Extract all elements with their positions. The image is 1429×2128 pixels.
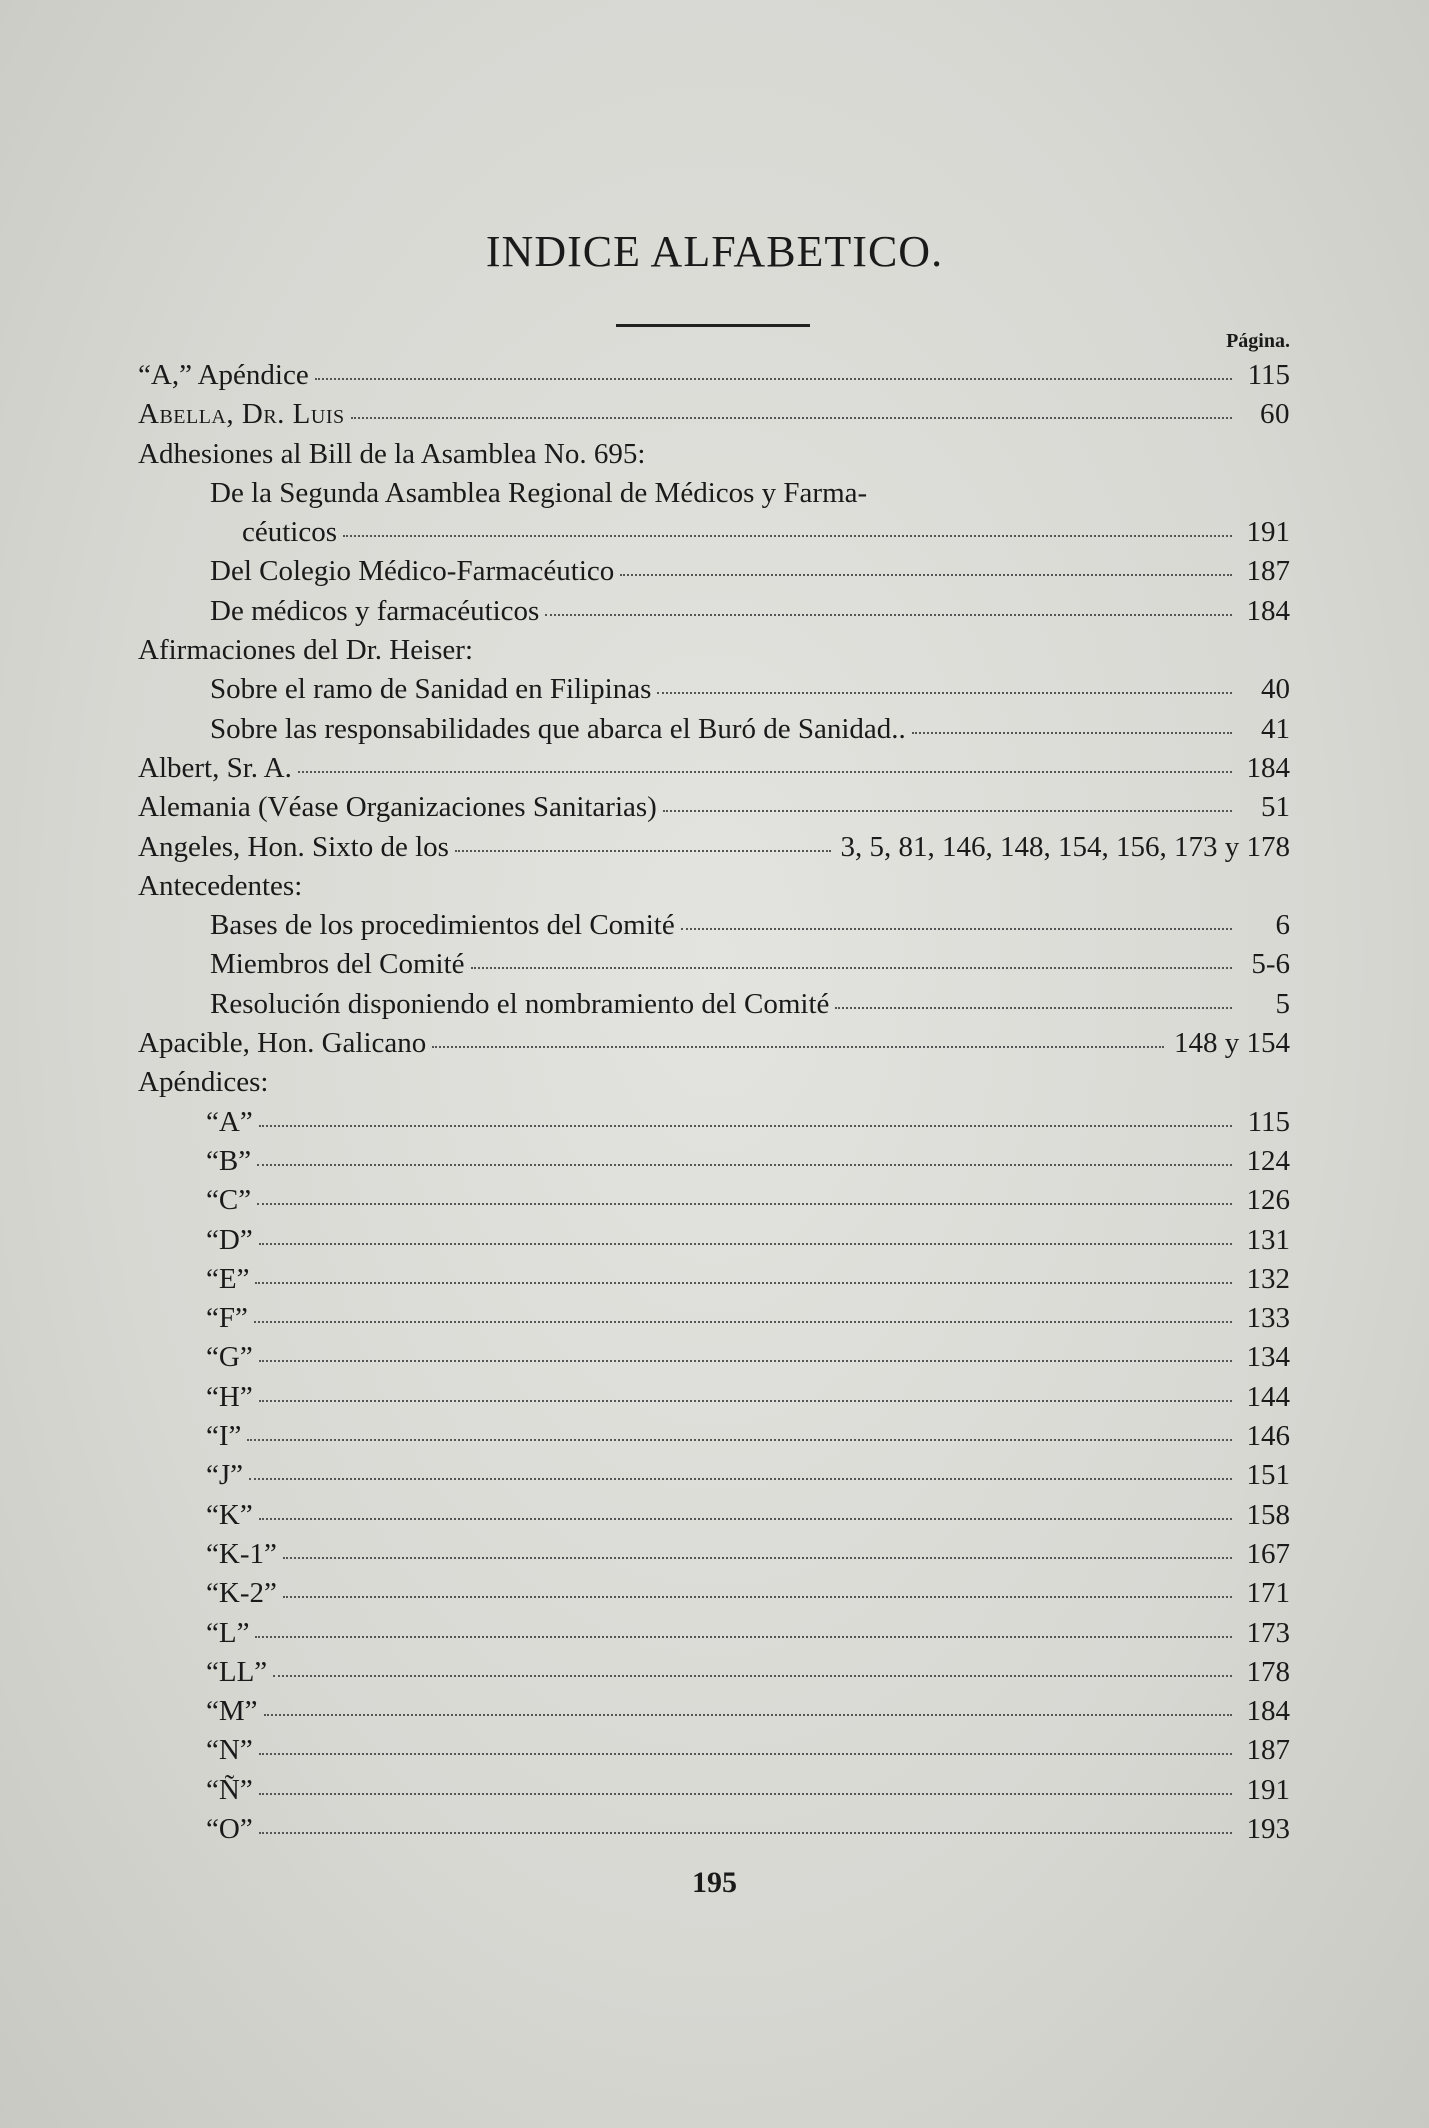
appendix-entry: “M” 184	[206, 1695, 1290, 1728]
index-subentry: Sobre el ramo de Sanidad en Filipinas 40	[210, 673, 1290, 706]
title-rule	[616, 324, 810, 327]
page-number: 195	[692, 1866, 737, 1899]
index-entry: Alemania (Véase Organizaciones Sanitarias) 51	[138, 791, 1290, 824]
appendix-entry: “K” 158	[206, 1498, 1290, 1531]
index-entry: Angeles, Hon. Sixto de los 3, 5, 81, 146, 148, 154, 156, 173 y 178	[138, 830, 1290, 863]
appendix-entry: “L” 173	[206, 1616, 1290, 1649]
index-entry: Albert, Sr. A. 184	[138, 751, 1290, 784]
index-heading: Apéndices:	[138, 1066, 269, 1099]
index-list	[138, 356, 1290, 1849]
appendix-entry: “N” 187	[206, 1734, 1290, 1767]
appendix-entry: “H” 144	[206, 1380, 1290, 1413]
appendix-entry: “I” 146	[206, 1420, 1290, 1453]
index-entry: Apacible, Hon. Galicano 148 y 154	[138, 1027, 1290, 1060]
appendix-entry: “E” 132	[206, 1262, 1290, 1295]
index-subentry-continuation: céuticos 191	[242, 516, 1290, 549]
index-subentry: Sobre las responsabilidades que abarca el Buró de Sanidad.. 41	[210, 712, 1290, 745]
appendix-entry: “F” 133	[206, 1302, 1290, 1335]
appendix-entry: “K-2” 171	[206, 1577, 1290, 1610]
appendix-entry: “Ñ” 191	[206, 1773, 1290, 1806]
index-entry: “A,” Apéndice 115	[138, 359, 1290, 391]
index-subentry: Resolución disponiendo el nombramiento del Comité 5	[210, 987, 1290, 1020]
column-header-pagina: Página.	[1226, 330, 1290, 352]
index-heading: Antecedentes:	[138, 869, 303, 902]
appendix-entry: “D” 131	[206, 1223, 1290, 1256]
index-subentry: Bases de los procedimientos del Comité 6	[210, 909, 1290, 942]
appendix-entry: “B” 124	[206, 1144, 1290, 1177]
index-heading: Adhesiones al Bill de la Asamblea No. 695:	[138, 437, 646, 470]
page-title: INDICE ALFABETICO.	[485, 227, 944, 276]
index-subentry: De la Segunda Asamblea Regional de Médicos y Farma-	[210, 476, 868, 509]
appendix-entry: “G” 134	[206, 1341, 1290, 1374]
appendix-entry: “LL” 178	[206, 1655, 1290, 1688]
index-subentry: Miembros del Comité 5-6	[210, 948, 1290, 981]
appendix-entry: “A” 115	[206, 1105, 1290, 1138]
appendix-entry: “K-1” 167	[206, 1537, 1290, 1570]
appendix-entry: “C” 126	[206, 1184, 1290, 1217]
index-heading: Afirmaciones del Dr. Heiser:	[138, 634, 474, 667]
index-entry: Abella, Dr. Luis 60	[138, 398, 1290, 431]
index-subentry: Del Colegio Médico-Farmacéutico 187	[210, 555, 1290, 588]
appendix-entry: “O” 193	[206, 1812, 1290, 1845]
appendix-entry: “J” 151	[206, 1459, 1290, 1492]
index-subentry: De médicos y farmacéuticos 184	[210, 594, 1290, 627]
